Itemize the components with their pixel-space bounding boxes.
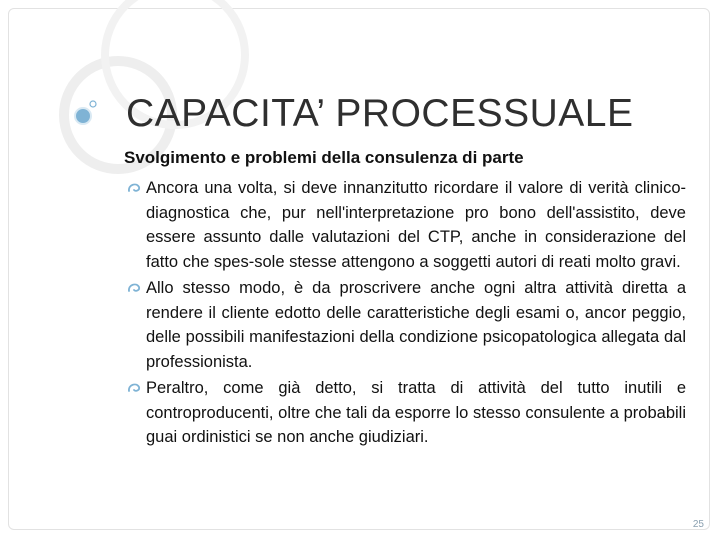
bullet-text: Allo stesso modo, è da proscrivere anche ogni altra attività diretta a rendere il cliente edotto delle caratteristiche degli esami o, ancor peggio, delle possibili manifestazioni della condizione psicopatologica allegata dal professionista. [146,279,686,371]
bullet-list [124,176,686,452]
page-number: 25 [692,519,704,530]
list-item [124,376,686,450]
slide-title: CAPACITA’ PROCESSUALE [126,92,634,135]
list-item [124,276,686,374]
bullet-text: Peraltro, come già detto, si tratta di attività del tutto inutili e controproducenti, oltre che tali da esporre lo stesso consulente a probabili guai ordinistici se non anche giudiziari. [146,379,686,446]
slide-subtitle: Svolgimento e problemi della consulenza di parte [124,148,524,167]
swirl-bullet-icon [126,279,142,297]
swirl-bullet-icon [126,379,142,397]
swirl-bullet-icon [126,179,142,197]
bullet-text: Ancora una volta, si deve innanzitutto ricordare il valore di verità clinico-diagnostica che, pur nell'interpretazione pro bono dell'assistito, deve essere assunto dalle valutazioni del CTP, anche in considerazione del fatto che spes-sole stesse attengono a soggetti autori di reati molto gravi. [146,179,686,271]
list-item [124,176,686,274]
